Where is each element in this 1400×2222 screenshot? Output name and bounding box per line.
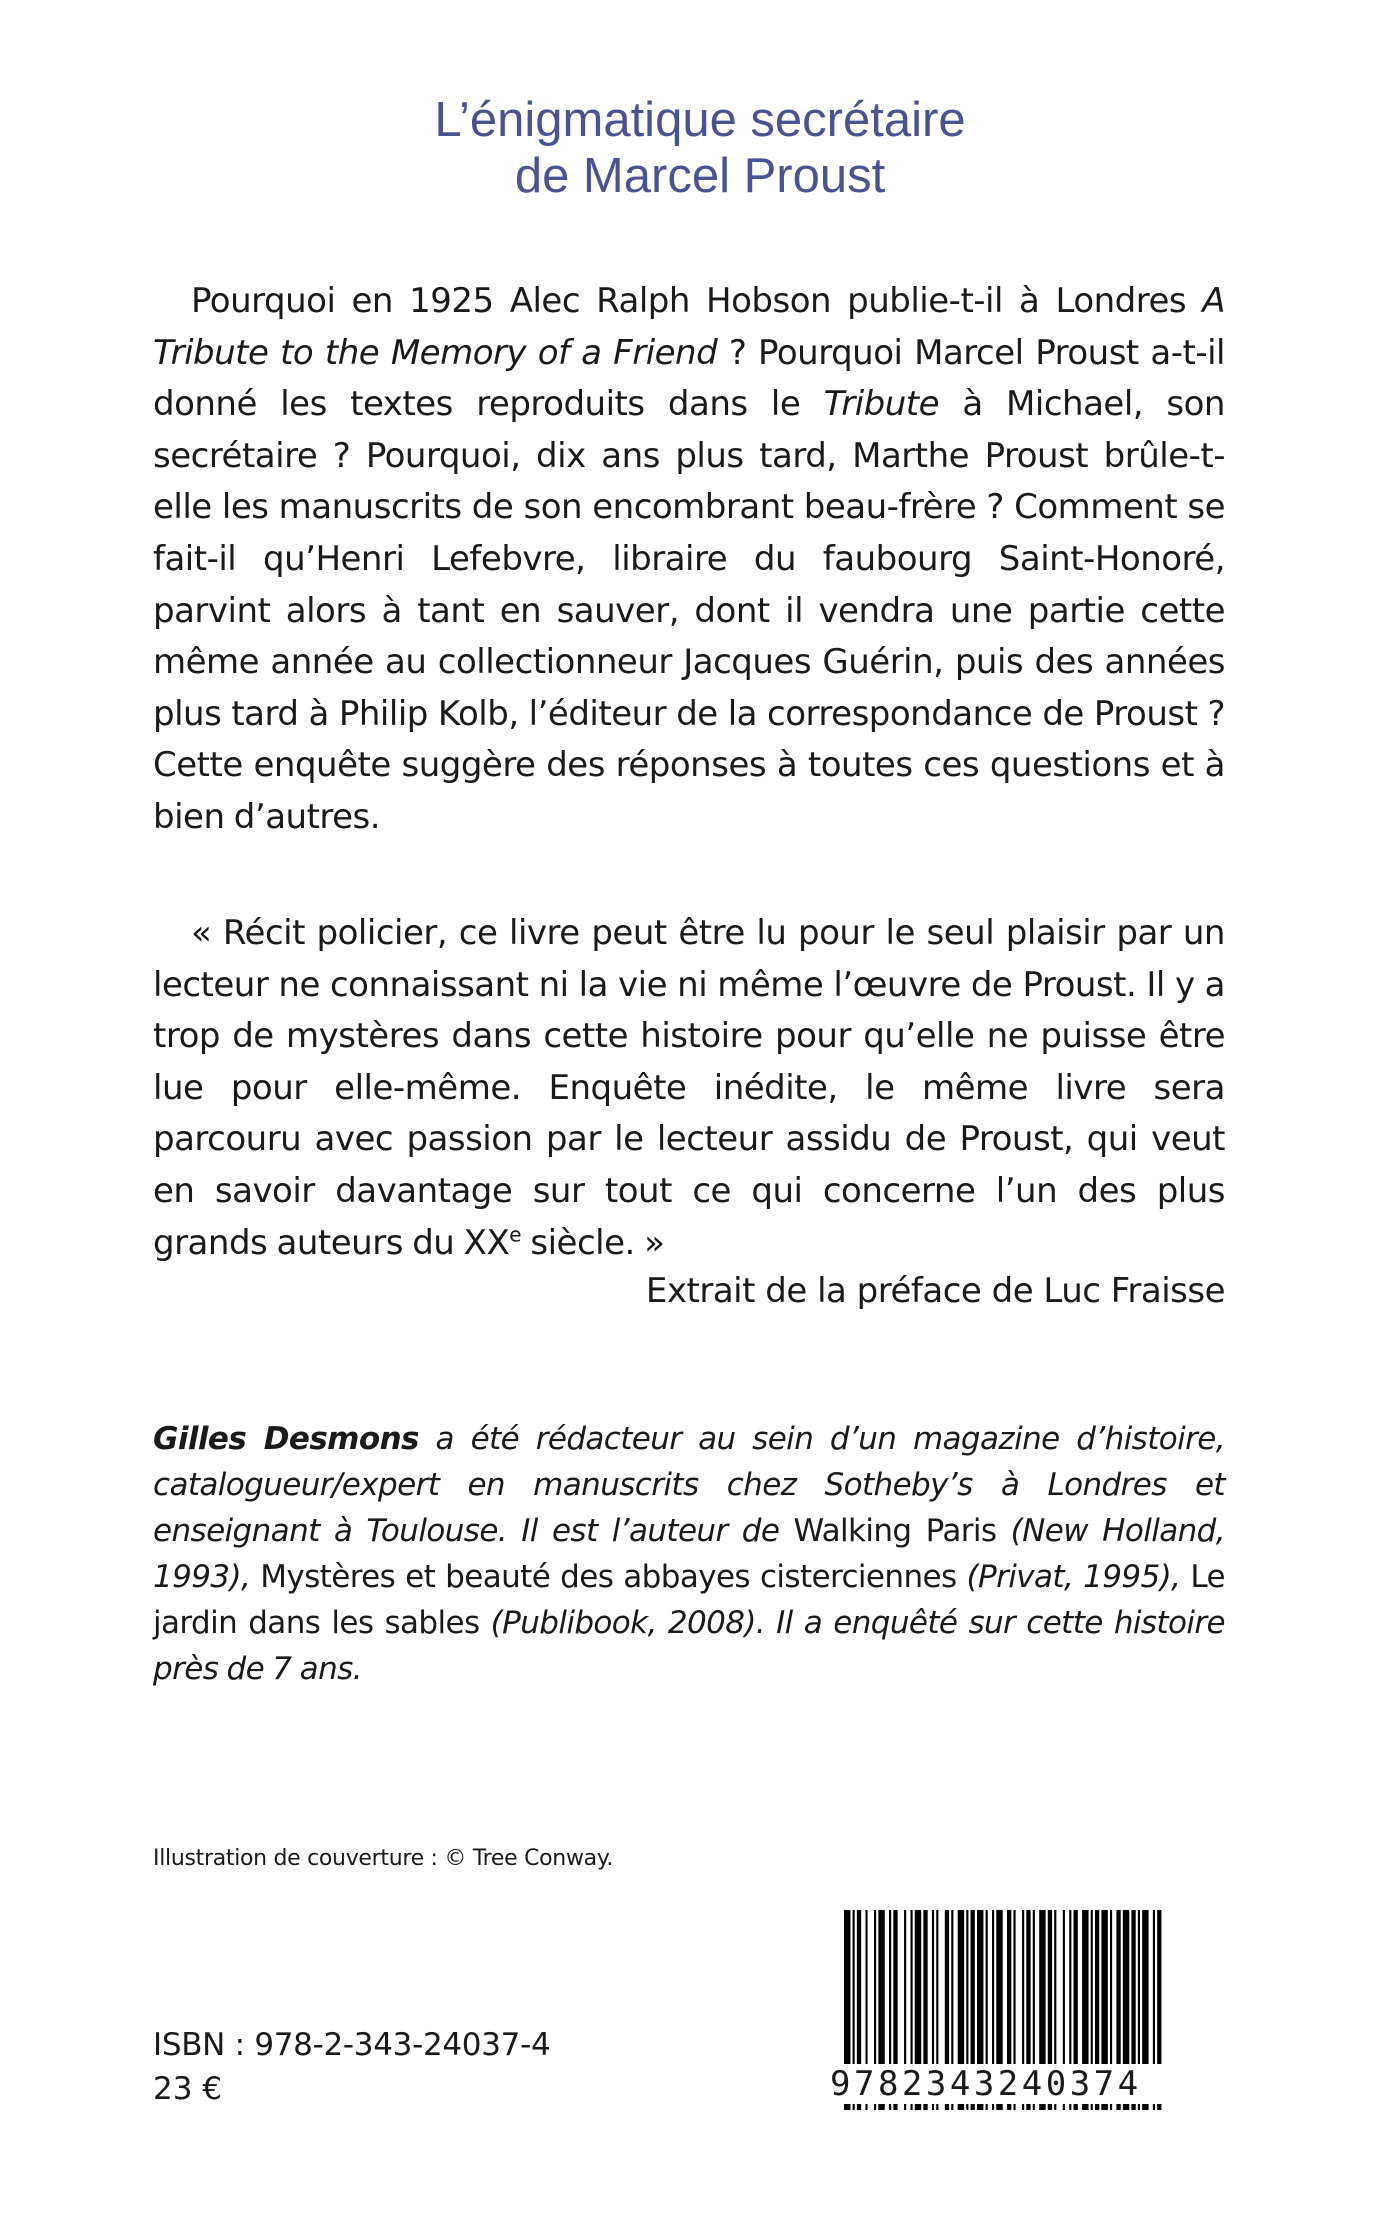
tribute-title: A Tribute to the Memory of a Friend	[153, 281, 1225, 373]
century-superscript: e	[509, 1222, 522, 1247]
quote-attribution: Extrait de la préface de Luc Fraisse	[645, 1271, 1225, 1311]
author-bio	[153, 1416, 1225, 1692]
book-title	[0, 92, 1400, 204]
title-line-2: de Marcel Proust	[514, 149, 886, 203]
quote-text-1: « Récit policier, ce livre peut être lu pour le seul plaisir par un lecteur ne connaissant ni la vie ni même l’œuvre de Proust. Il y a trop de mystères dans cette histoire pour qu’elle ne puisse être lue pour elle-même. Enquête inédite, le même livre sera parcouru avec passion par le lecteur assidu de Proust, qui veut en savoir davantage sur tout ce qui concerne l’un des plus grands auteurs du XX	[153, 913, 1225, 1263]
barcode-digits: 9782343240374	[830, 2064, 1230, 2104]
bio-text-4: (Publibook, 2008). Il a enquêté sur cette histoire près de 7 ans.	[153, 1605, 1225, 1687]
author-name: Gilles Desmons	[153, 1421, 419, 1457]
preface-quote	[153, 908, 1225, 1269]
isbn-number: ISBN : 978-2-343-24037-4	[153, 2027, 551, 2063]
quote-text-2: siècle. »	[521, 1222, 665, 1263]
bio-book-3: Le jardin dans les sables	[153, 1559, 1226, 1641]
bio-book-2: Mystères et beauté des abbayes cisterciennes	[260, 1559, 957, 1595]
summary-paragraph	[153, 276, 1225, 844]
title-line-1: L’énigmatique secrétaire	[434, 93, 966, 147]
price: 23 €	[153, 2071, 223, 2107]
summary-text-3: à Michael, son secrétaire ? Pourquoi, dix ans plus tard, Marthe Proust brûle-t-elle les manuscrits de son encombrant beau-frère ? Comment se fait-il qu’Henri Lefebvre, libraire du faubourg Saint-Honoré, parvint alors à tant en sauver, dont il vendra une partie cette même année au collectionneur Jacques Guérin, puis des années plus tard à Philip Kolb, l’éditeur de la correspondance de Proust ? Cette enquête suggère des réponses à toutes ces questions et à bien d’autres.	[153, 384, 1225, 837]
bio-text-1: a été rédacteur au sein d’un magazine d’histoire, catalogueur/expert en manuscrits chez Sotheby’s à Londres et enseignant à Toulouse. Il est l’auteur de	[153, 1421, 1225, 1549]
bio-book-1: Walking Paris	[793, 1513, 997, 1549]
tribute-short-title: Tribute	[823, 384, 940, 425]
bio-text-3: (Privat, 1995),	[956, 1559, 1191, 1595]
bio-text-2: (New Holland, 1993),	[153, 1513, 1225, 1595]
summary-text-1: Pourquoi en 1925 Alec Ralph Hobson publie-t-il à Londres	[191, 281, 1203, 321]
cover-illustration-credit: Illustration de couverture : © Tree Conway.	[153, 1846, 614, 1871]
summary-text-2: ? Pourquoi Marcel Proust a-t-il donné les textes reproduits dans le	[153, 332, 1226, 425]
